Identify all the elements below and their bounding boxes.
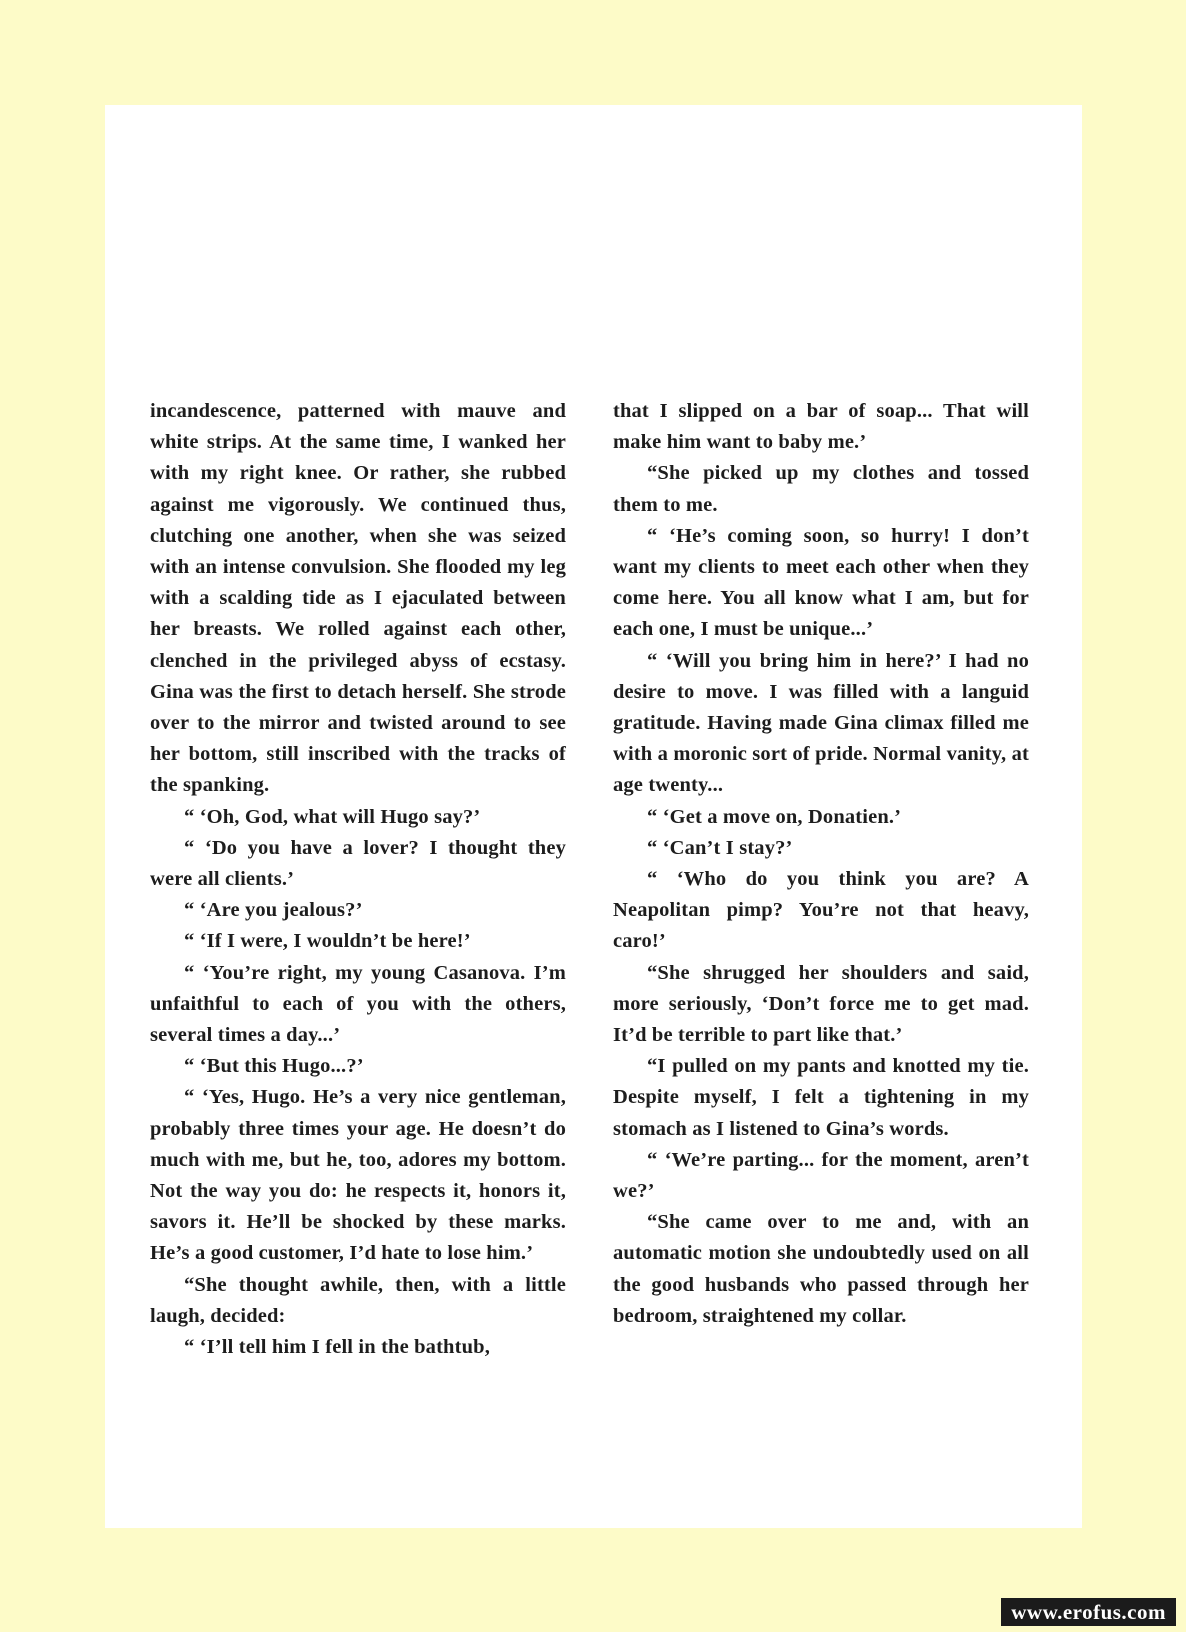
- paragraph: “ ‘Yes, Hugo. He’s a very nice gentleman, probably three times your age. He doesn’t do much with me, but he, too, adores my bottom. Not the way you do: he respects it, honors it, savors it. He’ll be shocked by these marks. He’s a good customer, I’d hate to lose him.’: [150, 1086, 566, 1265]
- paragraph: “ ‘Oh, God, what will Hugo say?’: [184, 805, 481, 828]
- paragraph: “ ‘Get a move on, Donatien.’: [647, 805, 902, 828]
- paragraph: “She shrugged her shoulders and said, more seriously, ‘Don’t force me to get mad. It’d be terrible to part like that.’: [613, 961, 1029, 1047]
- paragraph: “ ‘Can’t I stay?’: [647, 836, 793, 859]
- paragraph: “ ‘He’s coming soon, so hurry! I don’t want my clients to meet each other when they come here. You all know what I am, but for each one, I must be unique...’: [613, 524, 1029, 641]
- paragraph: “ ‘Will you bring him in here?’ I had no desire to move. I was filled with a languid gratitude. Having made Gina climax filled me with a moronic sort of pride. Normal vanity, at age twenty...: [613, 649, 1029, 797]
- paragraph: “ ‘We’re parting... for the moment, aren’t we?’: [613, 1148, 1029, 1203]
- paragraph: “She came over to me and, with an automatic motion she undoubtedly used on all the good husbands who passed through her bedroom, straightened my collar.: [613, 1211, 1029, 1327]
- watermark: www.erofus.com: [1001, 1598, 1176, 1626]
- paragraph: incandescence, patterned with mauve and white strips. At the same time, I wanked her with my right knee. Or rather, she rubbed against me vigorously. We continued thus, clutching one another, when she was seized with an intense convulsion. She flooded my leg with a scalding tide as I ejaculated between her breasts. We rolled against each other, clenched in the privileged abyss of ecstasy. Gina was the first to detach herself. She strode over to the mirror and twisted around to see her bottom, still inscribed with the tracks of the spanking.: [150, 400, 566, 797]
- paragraph: “ ‘If I were, I wouldn’t be here!’: [184, 930, 471, 953]
- paragraph: “ ‘Who do you think you are? A Neapolitan pimp? You’re not that heavy, caro!’: [613, 868, 1029, 953]
- paragraph: “ ‘But this Hugo...?’: [184, 1055, 364, 1078]
- paragraph: “ ‘I’ll tell him I fell in the bathtub,: [184, 1336, 490, 1359]
- paragraph: “ ‘You’re right, my young Casanova. I’m unfaithful to each of you with the others, several times a day...’: [150, 961, 566, 1047]
- paragraph: “ ‘Are you jealous?’: [184, 899, 363, 922]
- paragraph: “I pulled on my pants and knotted my tie. Despite myself, I felt a tightening in my stomach as I listened to Gina’s words.: [613, 1055, 1029, 1140]
- right-text-column: [613, 396, 1029, 1332]
- book-page: [105, 105, 1082, 1528]
- paragraph: “ ‘Do you have a lover? I thought they were all clients.’: [150, 836, 566, 891]
- left-text-column: [150, 396, 566, 1363]
- paragraph: that I slipped on a bar of soap... That will make him want to baby me.’: [613, 400, 1029, 454]
- paragraph: “She thought awhile, then, with a little laugh, decided:: [150, 1273, 566, 1327]
- paragraph: “She picked up my clothes and tossed them to me.: [613, 462, 1029, 516]
